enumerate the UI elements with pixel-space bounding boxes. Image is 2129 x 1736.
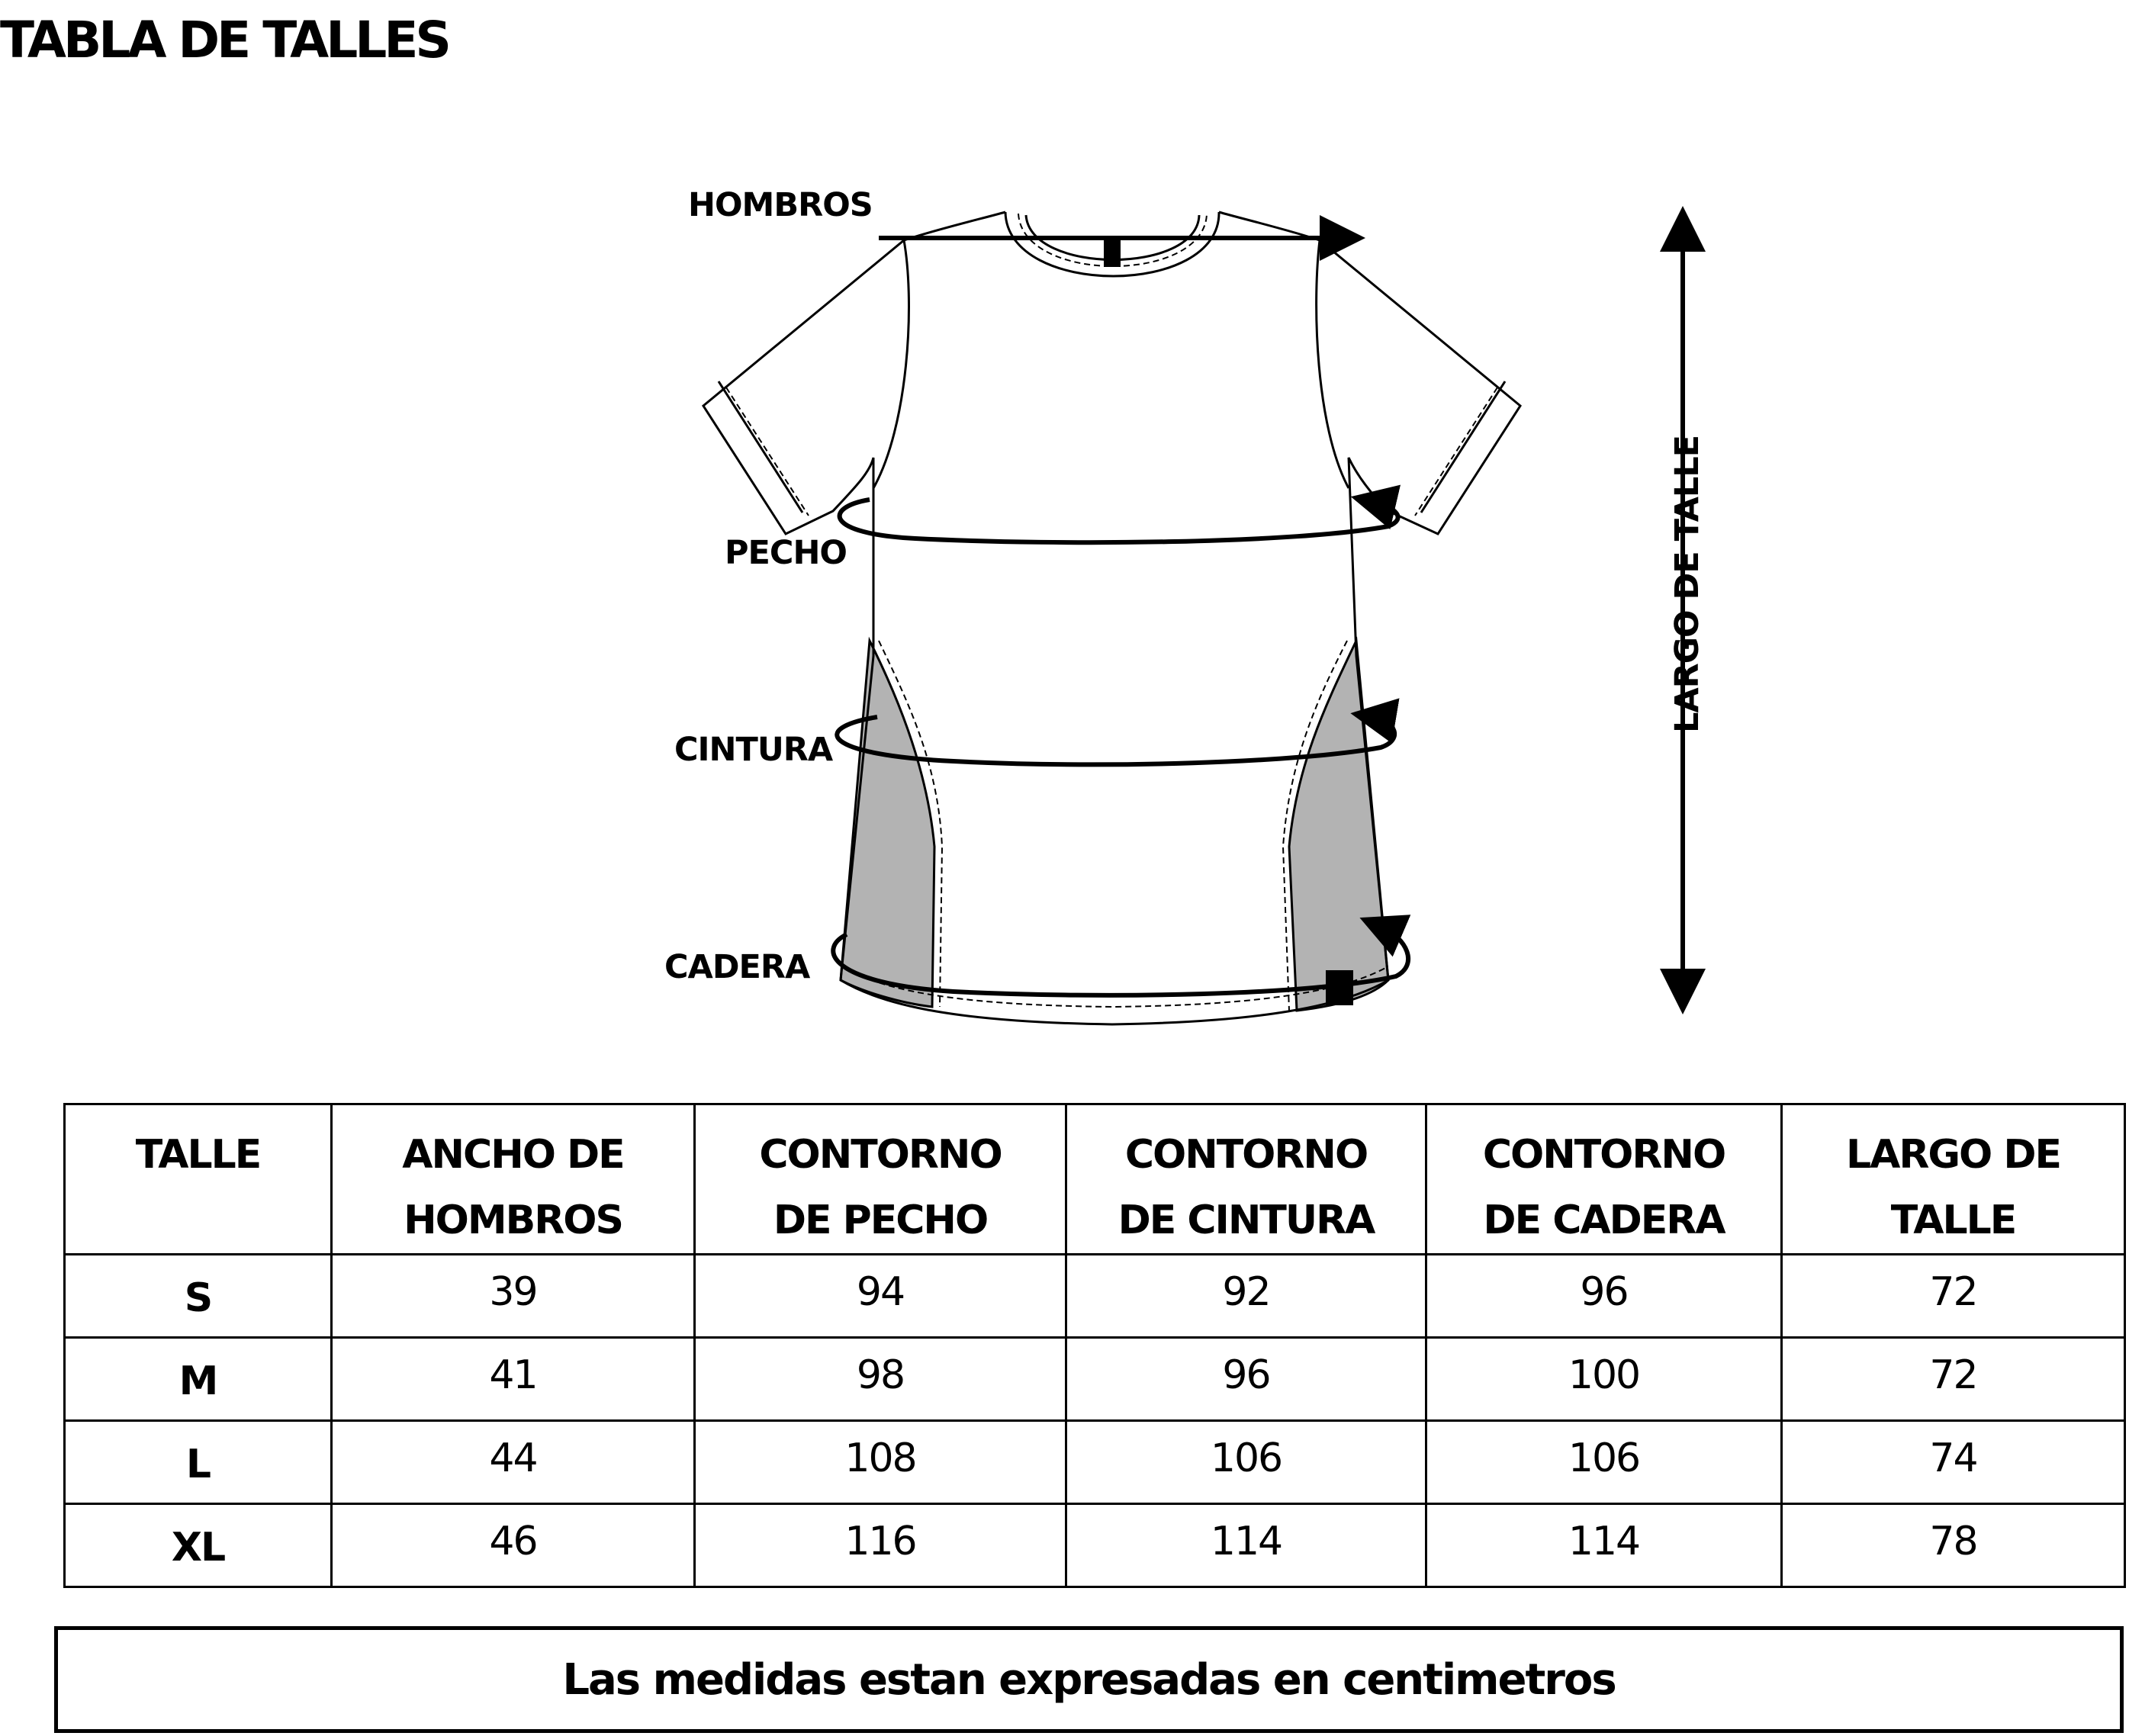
- header-talle: TALLE: [65, 1104, 332, 1255]
- table-cell: 41: [332, 1338, 695, 1421]
- table-cell: 92: [1066, 1255, 1426, 1338]
- neck-label: [1104, 238, 1121, 267]
- table-cell: 74: [1782, 1421, 2125, 1504]
- table-cell: 106: [1066, 1421, 1426, 1504]
- shirt-outline: [703, 212, 1520, 1024]
- size-cell: M: [65, 1338, 332, 1421]
- table-row: [65, 1421, 2125, 1504]
- label-cadera: CADERA: [664, 948, 810, 986]
- size-cell: S: [65, 1255, 332, 1338]
- header-contorno-cintura: CONTORNO DE CINTURA: [1066, 1104, 1426, 1255]
- table-row: [65, 1504, 2125, 1587]
- size-cell: XL: [65, 1504, 332, 1587]
- table-row: [65, 1338, 2125, 1421]
- pecho-loop: [840, 500, 1398, 542]
- table-cell: 108: [695, 1421, 1066, 1504]
- table-cell: 46: [332, 1504, 695, 1587]
- label-largo-de-talle: LARGO DE TALLE: [1668, 435, 1706, 734]
- table-cell: 72: [1782, 1255, 2125, 1338]
- units-note-box: [54, 1626, 2124, 1733]
- header-contorno-pecho: CONTORNO DE PECHO: [695, 1104, 1066, 1255]
- cintura-loop: [837, 717, 1394, 764]
- header-ancho-hombros: ANCHO DE HOMBROS: [332, 1104, 695, 1255]
- table-cell: 116: [695, 1504, 1066, 1587]
- table-cell: 98: [695, 1338, 1066, 1421]
- table-cell: 72: [1782, 1338, 2125, 1421]
- label-hombros: HOMBROS: [688, 186, 873, 224]
- label-cintura: CINTURA: [674, 731, 833, 769]
- table-cell: 96: [1066, 1338, 1426, 1421]
- size-cell: L: [65, 1421, 332, 1504]
- header-largo-talle: LARGO DE TALLE: [1782, 1104, 2125, 1255]
- left-side-panel: [841, 641, 934, 1007]
- table-cell: 44: [332, 1421, 695, 1504]
- table-cell: 39: [332, 1255, 695, 1338]
- table-cell: 114: [1426, 1504, 1782, 1587]
- table-row: [65, 1255, 2125, 1338]
- table-cell: 94: [695, 1255, 1066, 1338]
- table-cell: 106: [1426, 1421, 1782, 1504]
- table-cell: 114: [1066, 1504, 1426, 1587]
- header-contorno-cadera: CONTORNO DE CADERA: [1426, 1104, 1782, 1255]
- label-pecho: PECHO: [725, 534, 847, 572]
- size-table: [63, 1103, 2126, 1588]
- table-header-row: [65, 1104, 2125, 1255]
- table-cell: 78: [1782, 1504, 2125, 1587]
- page-title: TABLA DE TALLES: [0, 11, 449, 69]
- units-note: Las medidas estan expresadas en centimetros: [562, 1654, 1616, 1705]
- table-cell: 96: [1426, 1255, 1782, 1338]
- table-cell: 100: [1426, 1338, 1782, 1421]
